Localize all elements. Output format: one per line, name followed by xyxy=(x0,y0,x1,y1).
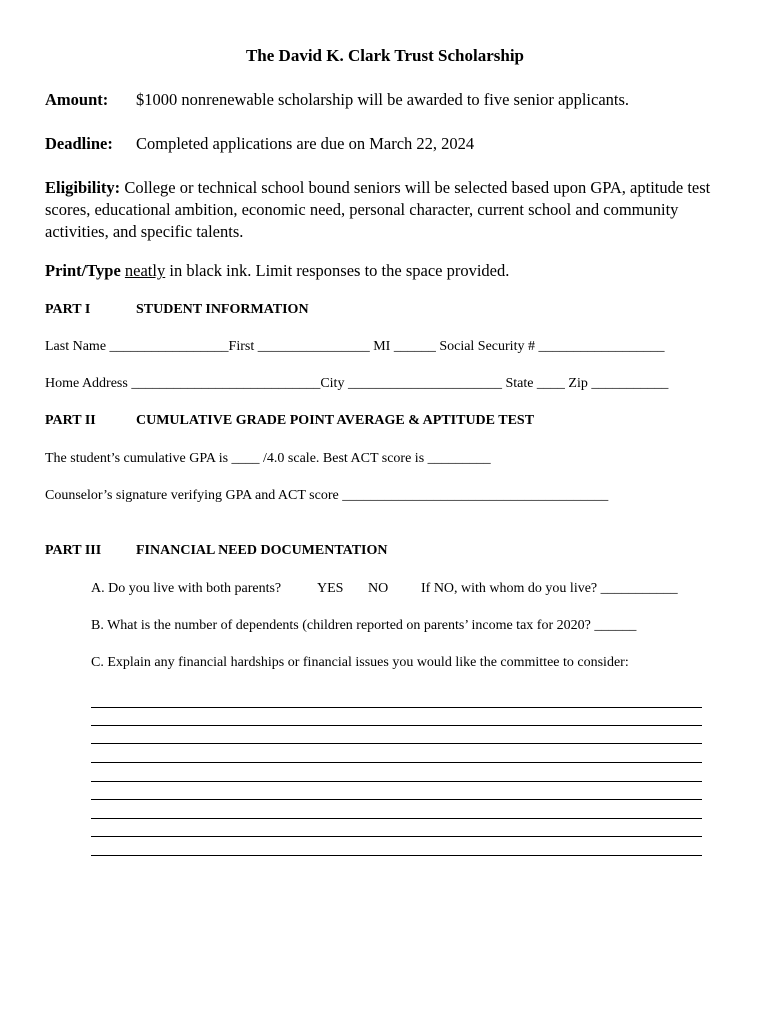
question-a-no-option[interactable]: NO xyxy=(368,581,389,596)
deadline-text: Completed applications are due on March 22, 2024 xyxy=(136,134,475,153)
answer-line[interactable] xyxy=(91,762,702,763)
print-instructions xyxy=(45,261,509,281)
part1-label: PART I xyxy=(45,302,91,317)
part1-heading: STUDENT INFORMATION xyxy=(136,302,309,317)
answer-line[interactable] xyxy=(91,799,702,800)
question-a-text: A. Do you live with both parents? xyxy=(91,581,282,596)
part2-heading: CUMULATIVE GRADE POINT AVERAGE & APTITUDE TEST xyxy=(136,413,535,428)
deadline-row xyxy=(45,134,113,154)
answer-line[interactable] xyxy=(91,725,702,726)
answer-line[interactable] xyxy=(91,855,702,856)
print-label: Print/Type xyxy=(45,261,121,280)
form-title: The David K. Clark Trust Scholarship xyxy=(245,46,525,65)
answer-line[interactable] xyxy=(91,818,702,819)
answer-line[interactable] xyxy=(91,836,702,837)
question-b-field[interactable]: B. What is the number of dependents (children reported on parents’ income tax for 2020? ______ xyxy=(91,618,637,633)
answer-line[interactable] xyxy=(91,781,702,782)
part2-label: PART II xyxy=(45,413,96,428)
answer-line[interactable] xyxy=(91,707,702,708)
part3-heading: FINANCIAL NEED DOCUMENTATION xyxy=(136,543,388,558)
eligibility-label: Eligibility: xyxy=(45,178,121,197)
print-text: in black ink. Limit responses to the space provided. xyxy=(169,261,510,280)
amount-label: Amount: xyxy=(45,90,109,109)
question-a-yes-option[interactable]: YES xyxy=(317,581,344,596)
eligibility-paragraph xyxy=(45,177,725,243)
counselor-signature-field[interactable]: Counselor’s signature verifying GPA and ACT score ______________________________________ xyxy=(45,488,609,503)
deadline-label: Deadline: xyxy=(45,134,113,153)
amount-row xyxy=(45,90,108,110)
gpa-act-fields[interactable]: The student’s cumulative GPA is ____ /4.0 scale. Best ACT score is _________ xyxy=(45,451,491,466)
eligibility-text: College or technical school bound seniors will be selected based upon GPA, aptitude test scores, educational ambition, economic need, personal character, current school and community activities, and specific talents. xyxy=(45,178,711,241)
part3-label: PART III xyxy=(45,543,102,558)
answer-line[interactable] xyxy=(91,743,702,744)
question-a-followup-field[interactable]: If NO, with whom do you live? ___________ xyxy=(421,581,678,596)
print-underlined-word: neatly xyxy=(124,261,166,280)
question-c-text: C. Explain any financial hardships or financial issues you would like the committee to consider: xyxy=(91,655,629,670)
student-name-fields[interactable]: Last Name _________________First ________________ MI ______ Social Security # __________________ xyxy=(45,339,665,354)
student-address-fields[interactable]: Home Address ___________________________City ______________________ State ____ Zip ___________ xyxy=(45,376,669,391)
amount-text: $1000 nonrenewable scholarship will be awarded to five senior applicants. xyxy=(136,90,630,109)
